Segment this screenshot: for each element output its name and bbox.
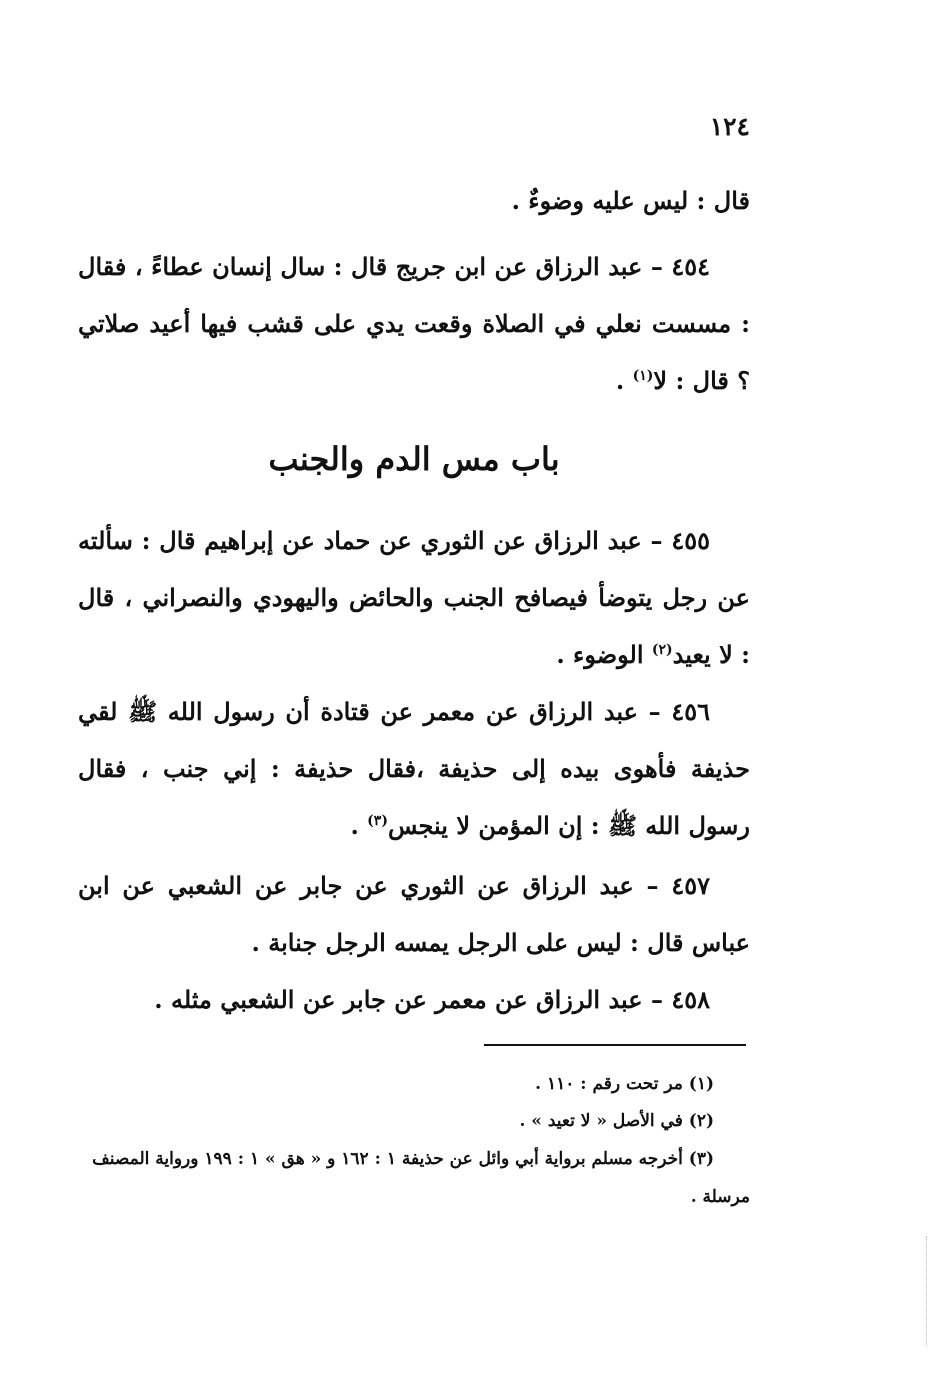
hadith-456-text: ٤٥٦ – عبد الرزاق عن معمر عن قتادة أن رسول الله ﷺ لقي حذيفة فأهوى بيده إلى حذيفة ،فقال حذيفة : إني جنب ، فقال رسول الله ﷺ : إن المؤمن لا ينجس: [78, 697, 750, 840]
footnote-divider: [484, 1044, 746, 1046]
hadith-454: [78, 238, 750, 409]
hadith-456: [78, 683, 750, 854]
footnotes: [78, 1066, 750, 1216]
footnote-ref-3[interactable]: (٣): [367, 813, 388, 829]
footnote-ref-2[interactable]: (٢): [651, 642, 673, 658]
chapter-title: باب مس الدم والجنب: [268, 440, 560, 478]
page-edge-mark: [926, 1236, 947, 1346]
hadith-455-text: ٤٥٥ – عبد الرزاق عن الثوري عن حماد عن إبراهيم قال : سألته عن رجل يتوضأ فيصافح الجنب والحائض واليهودي والنصراني ، قال : لا يعيد: [78, 526, 750, 669]
hadith-458-paragraph: ٤٥٨ – عبد الرزاق عن معمر عن جابر عن الشعبي مثله .: [154, 985, 710, 1014]
hadith-454-end: .: [615, 366, 633, 395]
continuation-text: [78, 172, 750, 229]
footnote-ref-1[interactable]: (١): [632, 368, 654, 384]
hadith-457-paragraph: ٤٥٧ – عبد الرزاق عن الثوري عن جابر عن الشعبي عن ابن عباس قال : ليس على الرجل يمسه الرجل جنابة .: [78, 871, 750, 957]
hadith-455-paragraph: [78, 512, 750, 683]
continuation-line: قال : ليس عليه وضوءٌ .: [511, 186, 750, 215]
hadith-454-text: ٤٥٤ – عبد الرزاق عن ابن جريج قال : سال إنسان عطاءً ، فقال : مسست نعلي في الصلاة وقعت يدي على قشب فيها أعيد صلاتي ؟ قال : لا: [78, 252, 751, 395]
footnote-1: (١) مر تحت رقم : ١١٠ .: [535, 1074, 714, 1094]
hadith-455: [78, 512, 750, 683]
footnote-3: (٣) أخرجه مسلم برواية أبي وائل عن حذيفة ١ : ١٦٢ و « هق » ١ : ١٩٩ ورواية المصنف مرسلة .: [92, 1149, 750, 1207]
page-number: ١٢٤: [709, 112, 750, 141]
hadith-454-paragraph: [78, 238, 750, 409]
book-page: [78, 0, 750, 1373]
hadith-457: [78, 857, 750, 971]
hadith-458: [78, 971, 750, 1028]
footnote-2: (٢) في الأصل « لا تعيد » .: [519, 1111, 714, 1131]
hadith-456-paragraph: [78, 683, 750, 854]
hadith-455-end: الوضوء .: [556, 640, 652, 669]
hadith-456-end: .: [350, 811, 368, 840]
